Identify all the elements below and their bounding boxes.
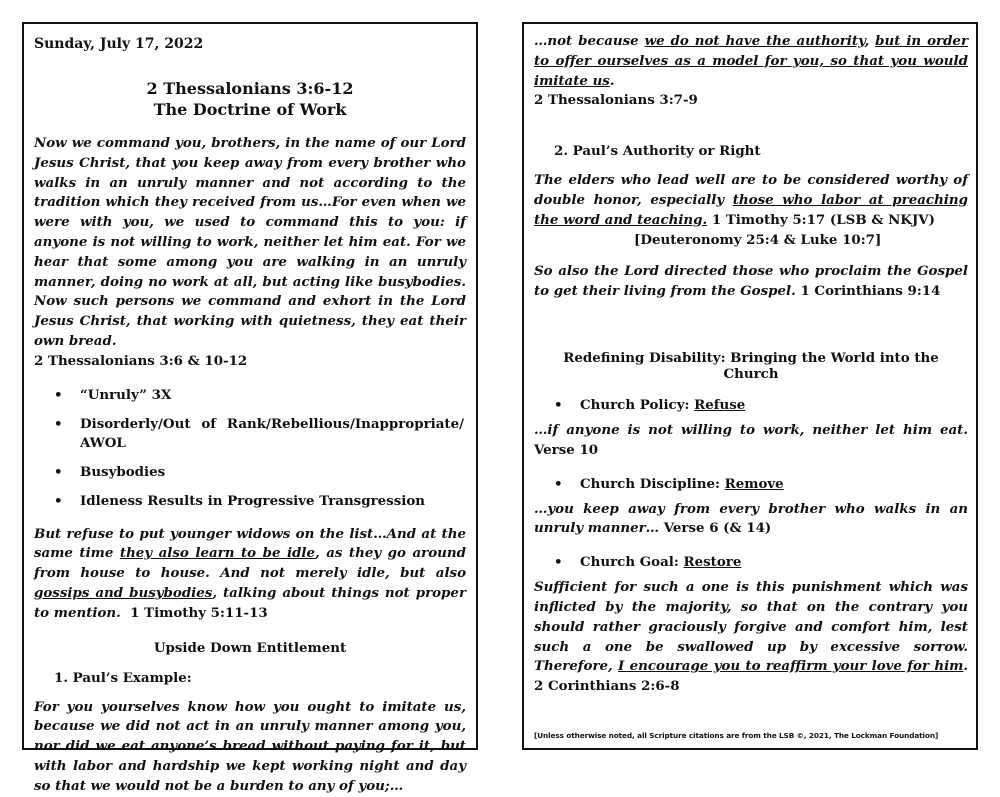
list-item: • Church Discipline: Remove — [554, 475, 784, 492]
bullet-icon: • — [54, 463, 63, 480]
point-heading: 2. Paul’s Authority or Right — [554, 143, 761, 160]
bullet-icon: • — [554, 475, 563, 492]
discipline-list — [534, 475, 968, 494]
policy-list — [534, 396, 968, 415]
bullet-icon: • — [54, 386, 63, 403]
quote-example: For you yourselves know how you ought to imitate us, because we did not act in an unruly manner among you, nor did we eat anyone’s bread without paying for it, but with labor and hardship we kept working night and day so that we would not be a burden to any of you;… — [34, 698, 466, 794]
bullet-list — [34, 386, 466, 511]
date: Sunday, July 17, 2022 — [34, 36, 204, 52]
bullet-icon: • — [54, 415, 63, 432]
quote-timothy: But refuse to put younger widows on the list…And at the same time they also learn to be idle, as they go around from house to house. And not merely idle, but also gossips and busybodies, talking about things not proper to mention. 1 Timothy 5:11-13 — [34, 525, 466, 621]
quote-reference: 1 Timothy 5:11-13 — [130, 604, 268, 621]
title-topic: The Doctrine of Work — [153, 100, 347, 119]
section-heading: Upside Down Entitlement — [153, 639, 347, 656]
goal-list — [534, 553, 968, 572]
quote-reference: [Deuteronomy 25:4 & Luke 10:7] — [634, 231, 882, 248]
title-scripture: 2 Thessalonians 3:6-12 — [146, 79, 354, 98]
point-heading: 1. Paul’s Example: — [54, 669, 192, 686]
quote-thessalonians — [34, 134, 466, 372]
list-item: • Disorderly/Out of Rank/Rebellious/Inappropriate/ AWOL — [54, 415, 464, 451]
list-item: • “Unruly” 3X — [54, 386, 172, 403]
discipline-quote: …you keep away from every brother who walks in an unruly manner… Verse 6 (& 14) — [534, 500, 968, 537]
quote-reference: 2 Thessalonians 3:7-9 — [534, 92, 698, 109]
bullet-icon: • — [554, 396, 563, 413]
list-item: • Idleness Results in Progressive Transgression — [54, 492, 425, 509]
quote-text: Now we command you, brothers, in the name of our Lord Jesus Christ, that you keep away from every brother who walks in an unruly manner and not according to the tradition which they received from us…For even when we were with you, we used to command this to you: if anyone is not willing to work, neither let him eat. For we hear that some among you are walking in an unruly manner, doing no work at all, but acting like busybodies. Now such persons we command and exhort in the Lord Jesus Christ, that working with quietness, they eat their own bread. — [34, 135, 466, 349]
quote-continuation: …not because we do not have the authority, but in order to offer ourselves as a model for you, so that you would imitate us. 2 Thessalonians 3:7-9 — [534, 33, 969, 109]
policy-quote: …if anyone is not willing to work, neither let him eat. Verse 10 — [534, 421, 968, 458]
list-item: • Church Policy: Refuse — [554, 396, 746, 413]
quote-corinthians: Sufficient for such a one is this punishment which was inflicted by the majority, so that on the contrary you should rather graciously forgive and comfort him, lest such a one be swallowed up by excessive sorrow. Therefore, I encourage you to reaffirm your love for him. 2 Corinthians 2:6-8 — [534, 579, 968, 695]
footer-note: [Unless otherwise noted, all Scripture citations are from the LSB ©, 2021, The Lockman Foundation] — [534, 731, 939, 740]
bullet-icon: • — [554, 554, 563, 571]
quote-elders: The elders who lead well are to be considered worthy of double honor, especially those who labor at preaching the word and teaching. 1 Timothy 5:17 (LSB & NKJV) [Deuteronomy 25:4 & Luke 10:7] — [534, 171, 968, 250]
quote-reference: 2 Thessalonians 3:6 & 10-12 — [34, 352, 248, 369]
section-heading: Redefining Disability: Bringing the World into the Church — [563, 349, 939, 382]
list-item: • Busybodies — [54, 463, 166, 480]
left-page — [22, 22, 478, 794]
list-item: • Church Goal: Restore — [554, 554, 742, 571]
sermon-title — [34, 78, 466, 120]
right-page — [522, 22, 978, 750]
quote-gospel: So also the Lord directed those who proclaim the Gospel to get their living from the Gospel. 1 Corinthians 9:14 — [534, 263, 968, 300]
bullet-icon: • — [54, 492, 63, 509]
